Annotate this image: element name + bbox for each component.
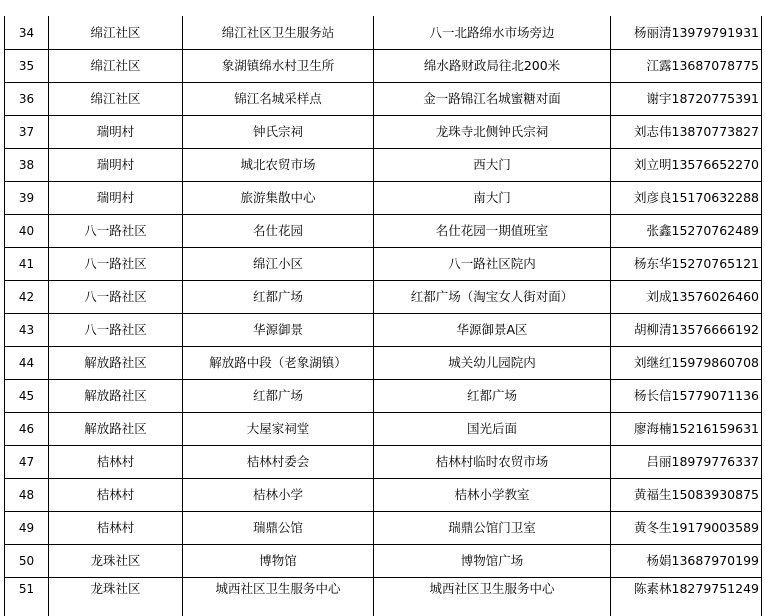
community-cell: 八一路社区 xyxy=(49,215,183,248)
address-cell: 南大门 xyxy=(374,182,611,215)
sampling-site-cell: 大屋家祠堂 xyxy=(183,413,374,446)
table-row xyxy=(5,479,762,512)
community-cell: 八一路社区 xyxy=(49,248,183,281)
sampling-site-cell: 锦江名城采样点 xyxy=(183,83,374,116)
contact-cell: 刘立明13576652270 xyxy=(611,149,762,182)
address-cell: 红都广场 xyxy=(374,380,611,413)
table-row xyxy=(5,380,762,413)
row-number-cell: 37 xyxy=(5,116,49,149)
row-number-cell: 43 xyxy=(5,314,49,347)
contact-cell: 刘成13576026460 xyxy=(611,281,762,314)
address-cell: 城关幼儿园院内 xyxy=(374,347,611,380)
community-cell: 瑞明村 xyxy=(49,116,183,149)
address-cell: 龙珠寺北侧钟氏宗祠 xyxy=(374,116,611,149)
sampling-site-cell: 城西社区卫生服务中心 xyxy=(183,578,374,616)
contact-cell: 刘彦良15170632288 xyxy=(611,182,762,215)
address-cell: 金一路锦江名城蜜糖对面 xyxy=(374,83,611,116)
community-cell: 桔林村 xyxy=(49,446,183,479)
address-cell: 八一路社区院内 xyxy=(374,248,611,281)
sampling-site-cell: 钟氏宗祠 xyxy=(183,116,374,149)
table-body xyxy=(5,16,762,616)
sampling-site-cell: 绵江社区卫生服务站 xyxy=(183,16,374,50)
address-cell: 国光后面 xyxy=(374,413,611,446)
table-row xyxy=(5,182,762,215)
row-number-cell: 44 xyxy=(5,347,49,380)
table-row xyxy=(5,149,762,182)
row-number-cell: 47 xyxy=(5,446,49,479)
table-row xyxy=(5,116,762,149)
sampling-site-cell: 红都广场 xyxy=(183,281,374,314)
contact-cell: 杨东华15270765121 xyxy=(611,248,762,281)
table-row xyxy=(5,281,762,314)
sampling-site-cell: 博物馆 xyxy=(183,545,374,578)
row-number-cell: 42 xyxy=(5,281,49,314)
contact-cell: 江露13687078775 xyxy=(611,50,762,83)
sampling-site-cell: 桔林村委会 xyxy=(183,446,374,479)
address-cell: 红都广场（淘宝女人街对面） xyxy=(374,281,611,314)
contact-cell: 杨娟13687970199 xyxy=(611,545,762,578)
contact-cell: 杨长信15779071136 xyxy=(611,380,762,413)
community-cell: 解放路社区 xyxy=(49,380,183,413)
sampling-site-cell: 解放路中段（老象湖镇） xyxy=(183,347,374,380)
contact-cell: 谢宇18720775391 xyxy=(611,83,762,116)
row-number-cell: 46 xyxy=(5,413,49,446)
contact-cell: 廖海楠15216159631 xyxy=(611,413,762,446)
table-row xyxy=(5,347,762,380)
row-number-cell: 49 xyxy=(5,512,49,545)
sampling-site-cell: 绵江小区 xyxy=(183,248,374,281)
community-cell: 解放路社区 xyxy=(49,347,183,380)
row-number-cell: 35 xyxy=(5,50,49,83)
contact-cell: 黄冬生19179003589 xyxy=(611,512,762,545)
contact-cell: 刘志伟13870773827 xyxy=(611,116,762,149)
sampling-sites-table xyxy=(4,16,762,616)
contact-cell: 胡柳清13576666192 xyxy=(611,314,762,347)
row-number-cell: 41 xyxy=(5,248,49,281)
address-cell: 华源御景A区 xyxy=(374,314,611,347)
contact-cell: 黄福生15083930875 xyxy=(611,479,762,512)
community-cell: 绵江社区 xyxy=(49,50,183,83)
address-cell: 八一北路绵水市场旁边 xyxy=(374,16,611,50)
sampling-site-cell: 瑞鼎公馆 xyxy=(183,512,374,545)
table-row xyxy=(5,314,762,347)
address-cell: 名仕花园一期值班室 xyxy=(374,215,611,248)
row-number-cell: 39 xyxy=(5,182,49,215)
community-cell: 瑞明村 xyxy=(49,149,183,182)
sampling-site-cell: 城北农贸市场 xyxy=(183,149,374,182)
contact-cell: 陈素林18279751249 xyxy=(611,578,762,616)
sampling-sites-table-sheet xyxy=(4,16,761,606)
table-row xyxy=(5,248,762,281)
community-cell: 绵江社区 xyxy=(49,16,183,50)
address-cell: 城西社区卫生服务中心 xyxy=(374,578,611,616)
contact-cell: 张鑫15270762489 xyxy=(611,215,762,248)
address-cell: 桔林小学教室 xyxy=(374,479,611,512)
contact-cell: 吕丽18979776337 xyxy=(611,446,762,479)
sampling-site-cell: 华源御景 xyxy=(183,314,374,347)
contact-cell: 刘继红15979860708 xyxy=(611,347,762,380)
community-cell: 瑞明村 xyxy=(49,182,183,215)
row-number-cell: 40 xyxy=(5,215,49,248)
row-number-cell: 45 xyxy=(5,380,49,413)
row-number-cell: 51 xyxy=(5,578,49,616)
row-number-cell: 50 xyxy=(5,545,49,578)
community-cell: 绵江社区 xyxy=(49,83,183,116)
row-number-cell: 34 xyxy=(5,16,49,50)
sampling-site-cell: 名仕花园 xyxy=(183,215,374,248)
table-row xyxy=(5,578,762,616)
row-number-cell: 38 xyxy=(5,149,49,182)
address-cell: 瑞鼎公馆门卫室 xyxy=(374,512,611,545)
table-row xyxy=(5,83,762,116)
community-cell: 龙珠社区 xyxy=(49,578,183,616)
contact-cell: 杨丽清13979791931 xyxy=(611,16,762,50)
row-number-cell: 48 xyxy=(5,479,49,512)
table-row xyxy=(5,413,762,446)
community-cell: 八一路社区 xyxy=(49,314,183,347)
address-cell: 西大门 xyxy=(374,149,611,182)
table-row xyxy=(5,50,762,83)
table-row xyxy=(5,215,762,248)
address-cell: 绵水路财政局往北200米 xyxy=(374,50,611,83)
community-cell: 八一路社区 xyxy=(49,281,183,314)
community-cell: 桔林村 xyxy=(49,512,183,545)
sampling-site-cell: 旅游集散中心 xyxy=(183,182,374,215)
table-row xyxy=(5,16,762,50)
table-row xyxy=(5,512,762,545)
address-cell: 桔林村临时农贸市场 xyxy=(374,446,611,479)
community-cell: 桔林村 xyxy=(49,479,183,512)
row-number-cell: 36 xyxy=(5,83,49,116)
sampling-site-cell: 桔林小学 xyxy=(183,479,374,512)
table-row xyxy=(5,446,762,479)
table-row xyxy=(5,545,762,578)
community-cell: 龙珠社区 xyxy=(49,545,183,578)
sampling-site-cell: 红都广场 xyxy=(183,380,374,413)
community-cell: 解放路社区 xyxy=(49,413,183,446)
address-cell: 博物馆广场 xyxy=(374,545,611,578)
sampling-site-cell: 象湖镇绵水村卫生所 xyxy=(183,50,374,83)
